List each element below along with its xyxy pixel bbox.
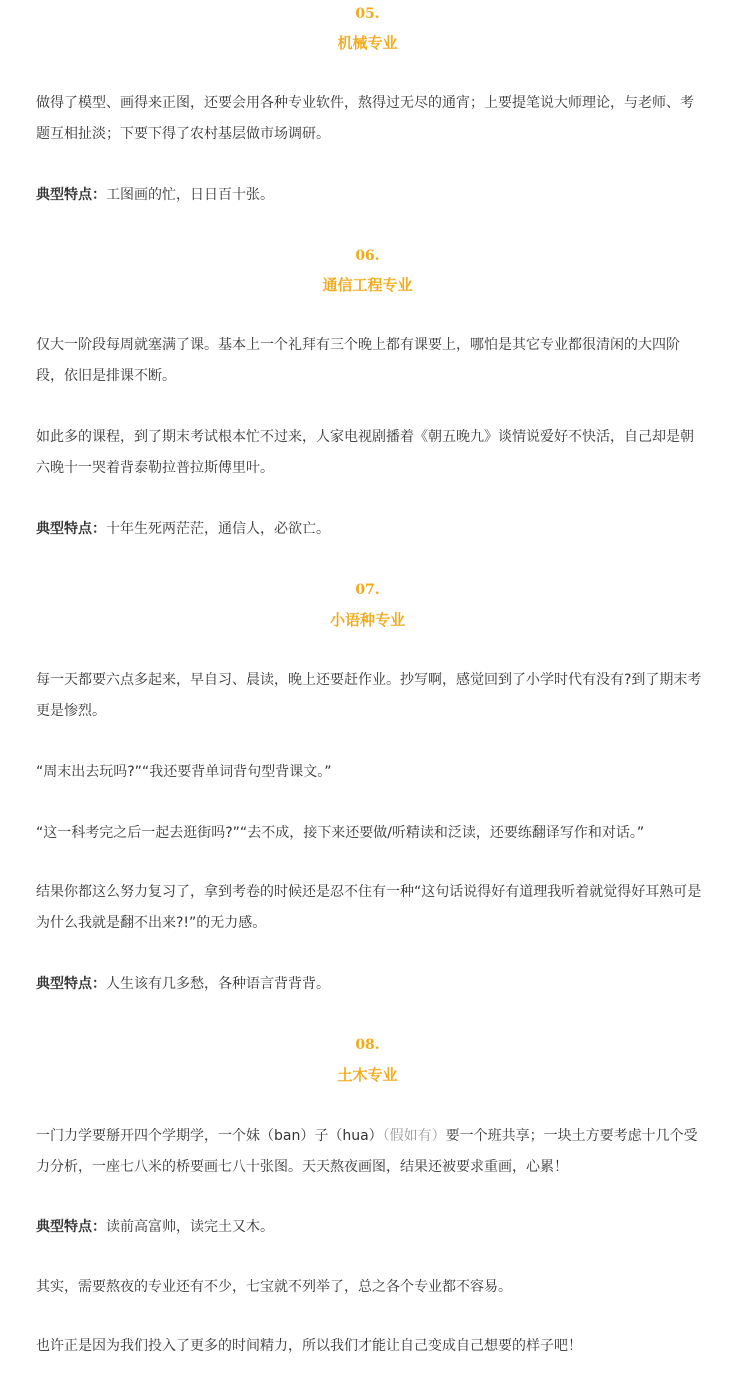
paragraph: 如此多的课程，到了期末考试根本忙不过来，人家电视剧播着《朝五晚九》谈情说爱好不快活，自己却是朝六晚十一哭着背泰勒拉普拉斯傅里叶。 (36, 429, 694, 476)
section-number: 06. (355, 248, 380, 264)
paragraph: 做得了模型、画得来正图，还要会用各种专业软件，熬得过无尽的通宵；上要提笔说大师理论，与老师、考题互相扯淡；下要下得了农村基层做市场调研。 (36, 95, 694, 142)
paragraph (36, 1121, 702, 1183)
section-number: 05. (355, 6, 380, 22)
feature-line (36, 514, 702, 545)
paragraph-text: 一门力学要掰开四个学期学，一个妹（ban）子（hua） (36, 1128, 383, 1144)
feature-label: 典型特点： (36, 521, 106, 537)
paragraph: 每一天都要六点多起来，早自习、晨读，晚上还要赶作业。抄写啊，感觉回到了小学时代有没有?到了期末考更是惨烈。 (36, 672, 702, 719)
feature-label: 典型特点： (36, 187, 106, 203)
feature-text: 人生该有几多愁，各种语言背背背。 (106, 976, 330, 992)
section-number: 07. (355, 582, 380, 598)
section-number: 08. (355, 1037, 380, 1053)
feature-line (36, 180, 702, 211)
section-title: 机械专业 (337, 34, 398, 52)
aside-text: （假如有） (382, 1128, 446, 1144)
feature-text: 十年生死两茫茫，通信人，必欲亡。 (106, 521, 330, 537)
section-title: 小语种专业 (329, 611, 405, 629)
feature-text: 工图画的忙，日日百十张。 (106, 187, 274, 203)
closing-paragraph: 其实，需要熬夜的专业还有不少，七宝就不列举了，总之各个专业都不容易。 (36, 1279, 512, 1295)
section-title: 通信工程专业 (322, 276, 413, 294)
feature-label: 典型特点： (36, 976, 106, 992)
feature-line (36, 1212, 702, 1243)
paragraph: “周末出去玩吗?”“我还要背单词背句型背课文。” (36, 764, 332, 780)
paragraph: “这一科考完之后一起去逛街吗?”“去不成，接下来还要做/听精读和泛读，还要练翻译写作和对话。” (36, 825, 645, 841)
feature-line (36, 969, 702, 1000)
closing-paragraph: 也许正是因为我们投入了更多的时间精力，所以我们才能让自己变成自己想要的样子吧！ (36, 1338, 582, 1354)
feature-text: 读前高富帅，读完土又木。 (106, 1219, 274, 1235)
paragraph: 结果你都这么努力复习了，拿到考卷的时候还是忍不住有一种“这句话说得好有道理我听着就觉得好耳熟可是为什么我就是翻不出来?!”的无力感。 (36, 884, 702, 931)
section-title: 土木专业 (337, 1066, 398, 1084)
feature-label: 典型特点： (36, 1219, 106, 1235)
paragraph: 仅大一阶段每周就塞满了课。基本上一个礼拜有三个晚上都有课要上，哪怕是其它专业都很清闲的大四阶段，依旧是排课不断。 (36, 337, 680, 384)
paragraph-text: 要一个班共享；一块土方要考虑十几个受力分析，一座七八米的桥要画七八十张图。天天熬夜画图，结果还被要求重画，心累！ (36, 1128, 698, 1175)
